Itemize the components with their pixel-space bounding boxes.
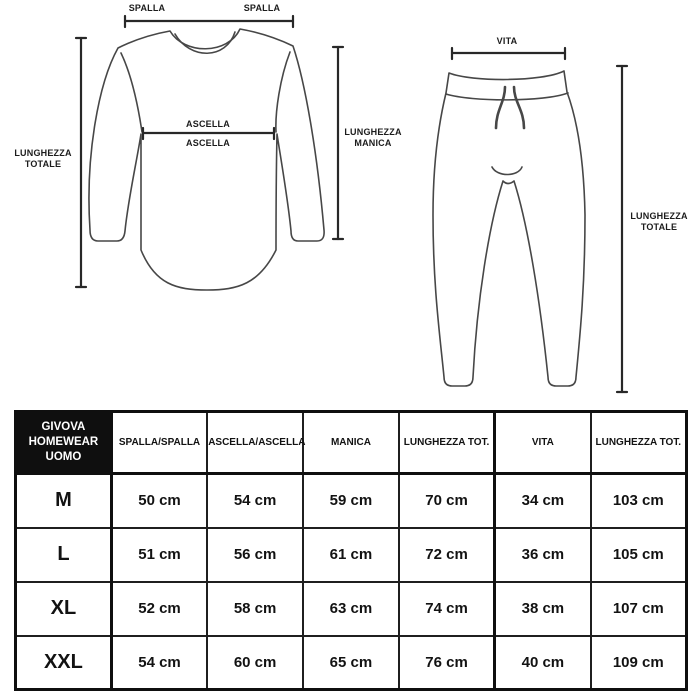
col-header-manica: MANICA bbox=[303, 412, 399, 474]
pants-drawing bbox=[433, 71, 585, 386]
sweatshirt-outline bbox=[89, 29, 324, 290]
size-cell: XL bbox=[16, 582, 112, 636]
size-cell: L bbox=[16, 528, 112, 582]
size-row-xl bbox=[16, 582, 687, 636]
col-header-ascella: ASCELLA/ASCELLA bbox=[207, 412, 303, 474]
shirt-length-label: LUNGHEZZA TOTALE bbox=[14, 148, 72, 169]
col-header-vita: VITA bbox=[495, 412, 591, 474]
size-row-xxl bbox=[16, 636, 687, 690]
measurement-cell: 76 cm bbox=[399, 636, 495, 690]
measurement-cell: 107 cm bbox=[591, 582, 687, 636]
measurement-cell: 60 cm bbox=[207, 636, 303, 690]
size-cell: M bbox=[16, 474, 112, 528]
ascella-top-label: ASCELLA bbox=[186, 119, 230, 129]
measurement-cell: 36 cm bbox=[495, 528, 591, 582]
measurement-cell: 105 cm bbox=[591, 528, 687, 582]
measurement-cell: 54 cm bbox=[207, 474, 303, 528]
measurement-cell: 40 cm bbox=[495, 636, 591, 690]
header-row bbox=[16, 412, 687, 474]
col-header-lunghezza-tot-pants: LUNGHEZZA TOT. bbox=[591, 412, 687, 474]
waist-measure-line bbox=[452, 48, 565, 59]
measurement-cell: 34 cm bbox=[495, 474, 591, 528]
measurement-cell: 65 cm bbox=[303, 636, 399, 690]
size-cell: XXL bbox=[16, 636, 112, 690]
col-header-lunghezza-tot-shirt: LUNGHEZZA TOT. bbox=[399, 412, 495, 474]
ascella-bottom-label: ASCELLA bbox=[186, 138, 230, 148]
measurement-cell: 61 cm bbox=[303, 528, 399, 582]
spalla-right-label: SPALLA bbox=[243, 3, 281, 13]
measurement-cell: 72 cm bbox=[399, 528, 495, 582]
measurement-cell: 109 cm bbox=[591, 636, 687, 690]
size-table bbox=[14, 410, 688, 691]
col-header-spalla: SPALLA/SPALLA bbox=[111, 412, 207, 474]
measurement-cell: 58 cm bbox=[207, 582, 303, 636]
measurement-cell: 63 cm bbox=[303, 582, 399, 636]
measurement-cell: 103 cm bbox=[591, 474, 687, 528]
size-row-l bbox=[16, 528, 687, 582]
pants-length-measure-line bbox=[617, 66, 627, 392]
measurement-cell: 70 cm bbox=[399, 474, 495, 528]
shirt-length-measure-line bbox=[76, 38, 86, 287]
measurement-cell: 51 cm bbox=[111, 528, 207, 582]
sweatshirt-drawing bbox=[89, 29, 324, 290]
vita-label: VITA bbox=[496, 36, 518, 46]
spalla-left-label: SPALLA bbox=[128, 3, 166, 13]
table-corner-title: GIVOVA HOMEWEAR UOMO bbox=[16, 412, 112, 474]
measurement-cell: 50 cm bbox=[111, 474, 207, 528]
pants-outline bbox=[433, 71, 585, 386]
shoulder-measure-line bbox=[125, 16, 293, 27]
measurement-cell: 74 cm bbox=[399, 582, 495, 636]
measurement-cell: 52 cm bbox=[111, 582, 207, 636]
pants-length-label: LUNGHEZZA TOTALE bbox=[630, 211, 688, 232]
size-row-m bbox=[16, 474, 687, 528]
measurement-cell: 59 cm bbox=[303, 474, 399, 528]
measurement-cell: 54 cm bbox=[111, 636, 207, 690]
measurement-cell: 56 cm bbox=[207, 528, 303, 582]
measurement-cell: 38 cm bbox=[495, 582, 591, 636]
sleeve-length-label: LUNGHEZZA MANICA bbox=[344, 127, 402, 148]
